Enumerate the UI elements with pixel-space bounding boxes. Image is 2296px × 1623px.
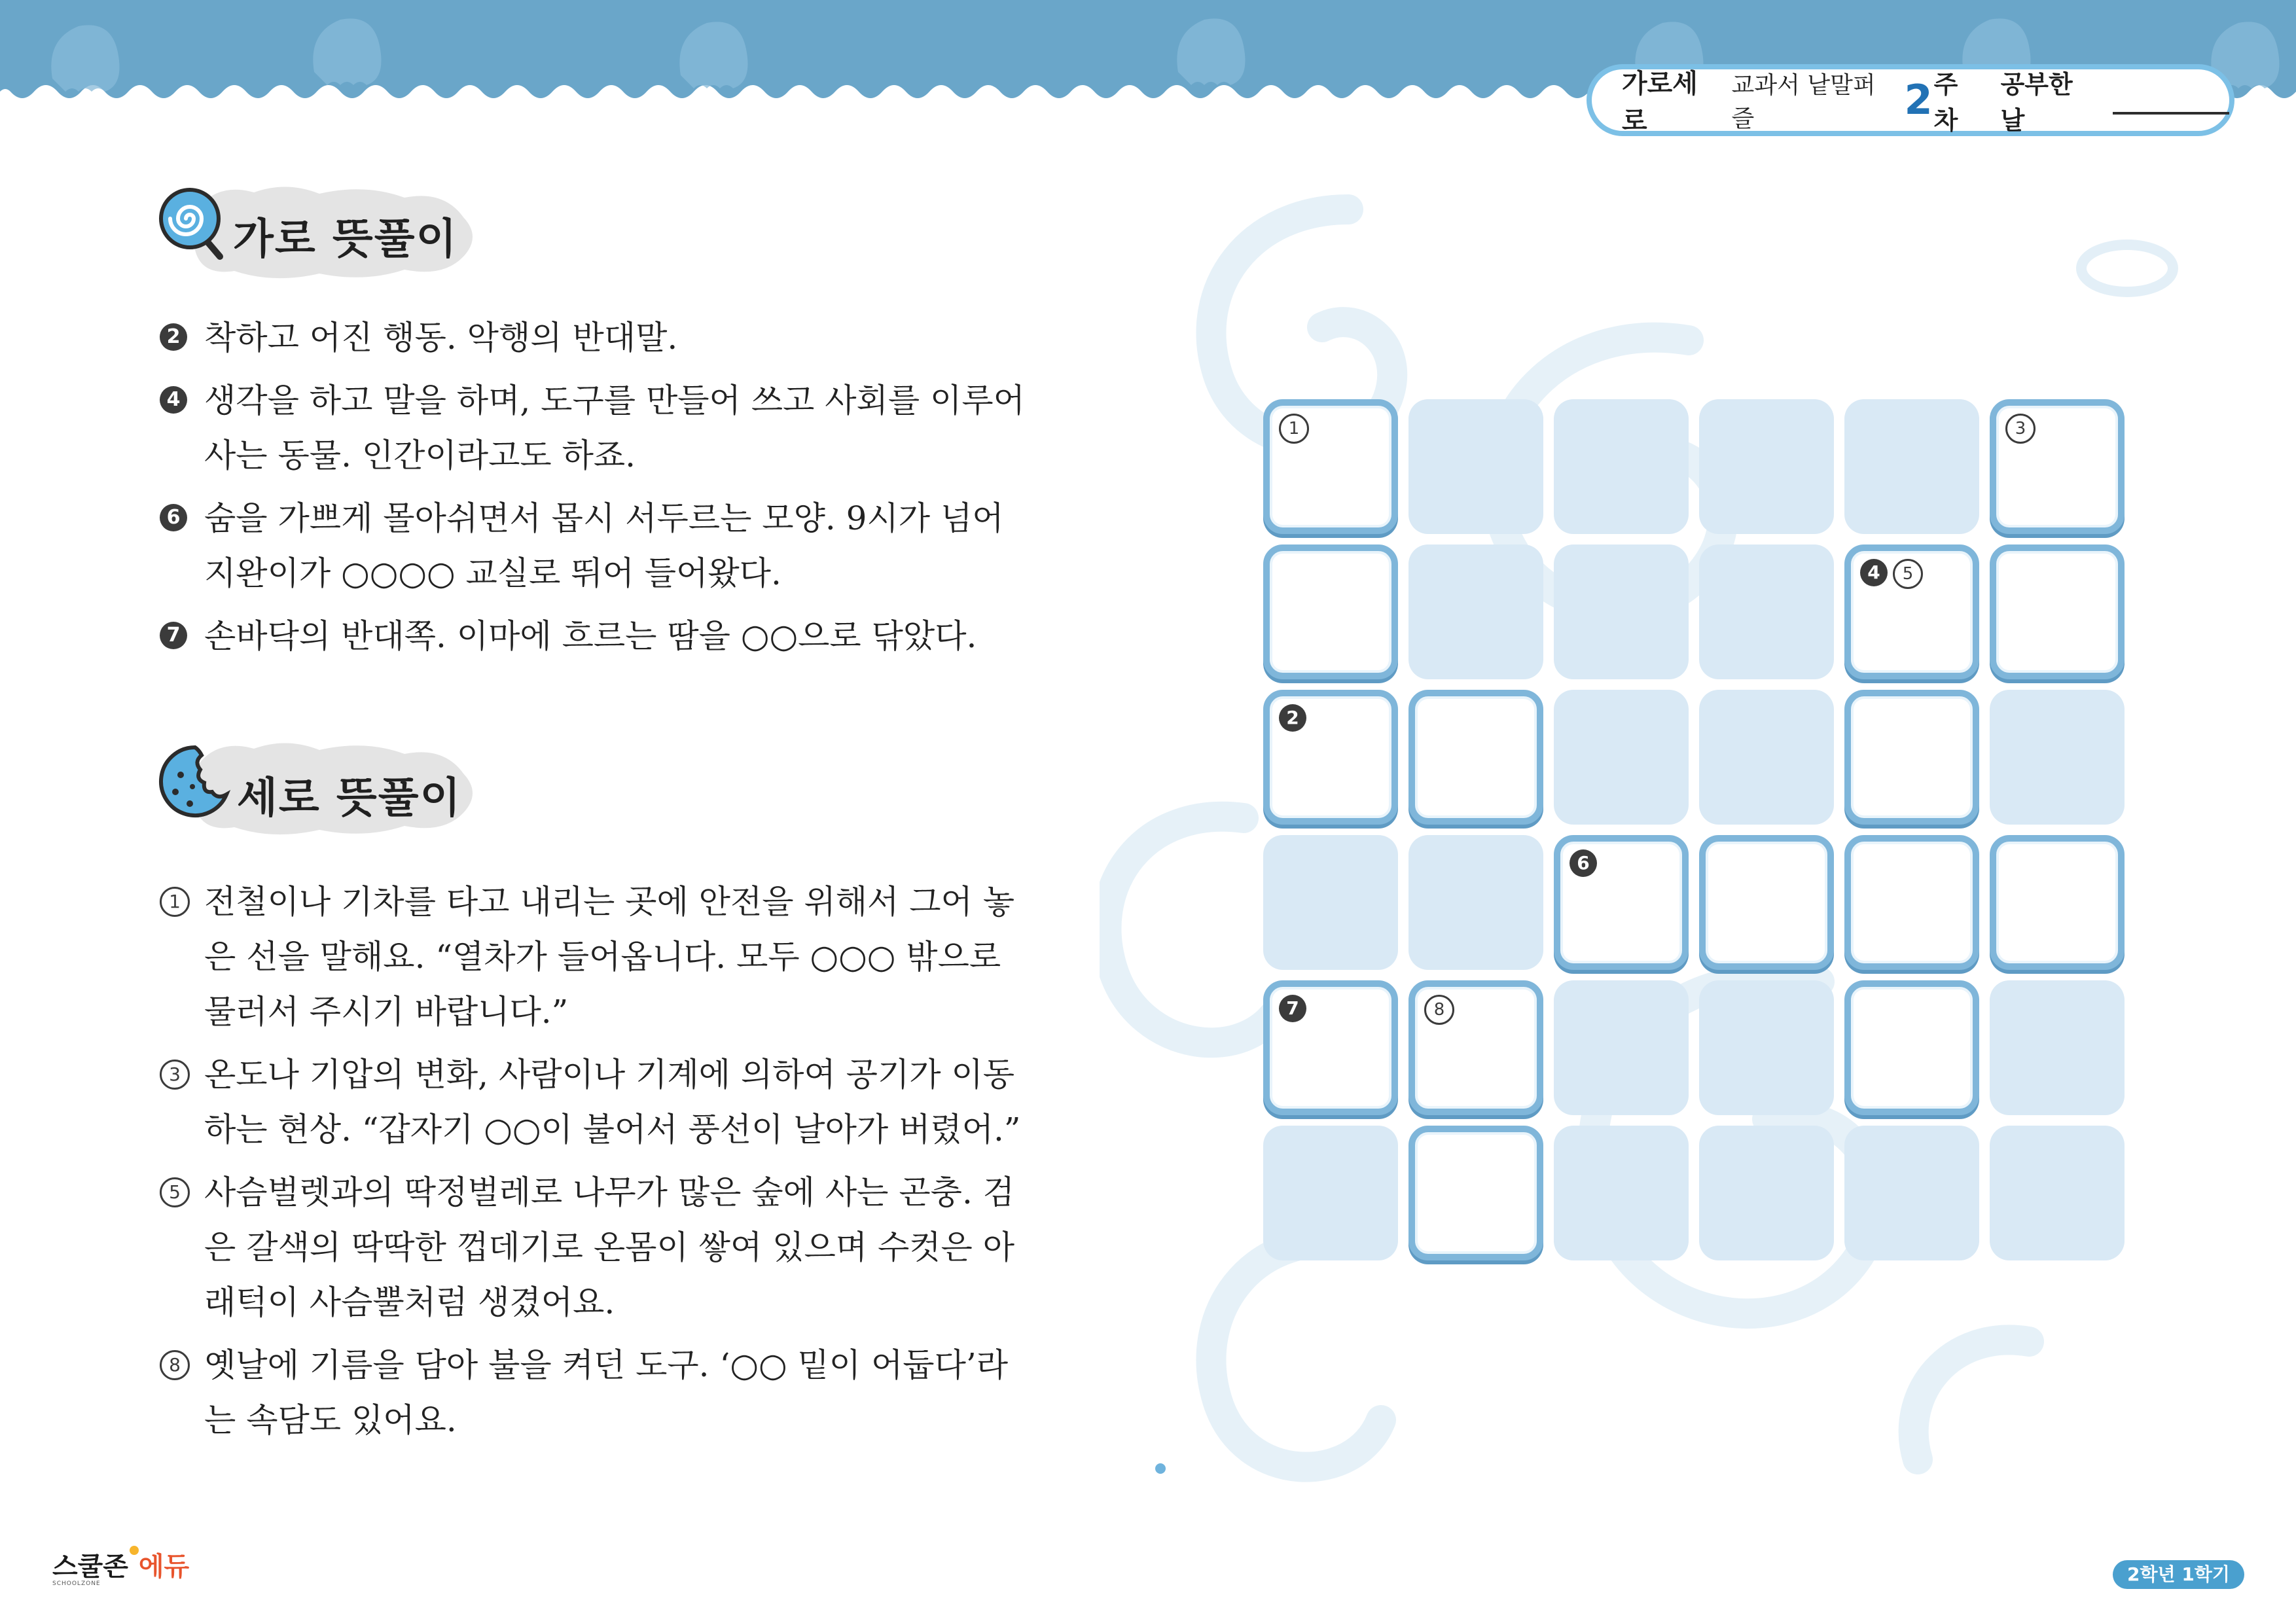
across-clue-item bbox=[160, 310, 1037, 365]
cell-number: 6 bbox=[1570, 849, 1597, 877]
crossword-blank-cell bbox=[1990, 1126, 2125, 1260]
across-clue-item bbox=[160, 491, 1037, 601]
cookie-icon bbox=[156, 741, 234, 826]
semester-badge: 2학년 1학기 bbox=[2113, 1560, 2244, 1589]
crossword-blank-cell bbox=[1699, 980, 1834, 1115]
down-clue-text: 전철이나 기차를 타고 내리는 곳에 안전을 위해서 그어 놓은 선을 말해요. “열차가 들어옵니다. 모두 ○○○ 밖으로 물러서 주시기 바랍니다.” bbox=[204, 883, 1015, 1031]
across-clue-text: 숨을 가쁘게 몰아쉬면서 몹시 서두르는 모양. 9시가 넘어 지완이가 ○○○○ 교실로 뛰어 들어왔다. bbox=[204, 499, 1004, 592]
down-clue-item bbox=[160, 1165, 1037, 1330]
logo-accent: 에듀 bbox=[138, 1552, 190, 1582]
across-clue-text: 생각을 하고 말을 하며, 도구를 만들어 쓰고 사회를 이루어 사는 동물. 인간이라고도 하죠. bbox=[204, 382, 1025, 474]
down-clue-item bbox=[160, 1047, 1037, 1157]
down-clue-text: 온도나 기압의 변화, 사람이나 기계에 의하여 공기가 이동하는 현상. “갑자기 ○○이 불어서 풍선이 날아가 버렸어.” bbox=[204, 1056, 1021, 1149]
page-center-dot bbox=[1155, 1463, 1166, 1474]
crossword-cell[interactable] bbox=[1408, 690, 1543, 825]
logo-sub: SCHOOLZONE bbox=[52, 1580, 101, 1587]
crossword-blank-cell bbox=[1554, 399, 1689, 534]
across-clue-item bbox=[160, 373, 1037, 483]
crossword-blank-cell bbox=[1554, 1126, 1689, 1260]
across-clue-item bbox=[160, 609, 1037, 664]
down-clue-number: 1 bbox=[160, 887, 190, 917]
cell-number: 8 bbox=[1424, 995, 1454, 1025]
workbook-title-pill bbox=[1587, 64, 2234, 136]
crossword-blank-cell bbox=[1699, 544, 1834, 679]
down-clue-number: 5 bbox=[160, 1177, 190, 1207]
down-clue-text: 옛날에 기름을 담아 불을 켜던 도구. ‘○○ 밑이 어둡다’라는 속담도 있어요. bbox=[204, 1346, 1009, 1439]
cell-number: 3 bbox=[2005, 414, 2036, 444]
crossword-blank-cell bbox=[1408, 835, 1543, 970]
crossword-cell[interactable] bbox=[1408, 1126, 1543, 1260]
down-header bbox=[156, 734, 483, 844]
lollipop-icon bbox=[157, 185, 229, 263]
crossword-cell[interactable] bbox=[1844, 835, 1979, 970]
week-suffix: 주차 bbox=[1933, 70, 1958, 135]
crossword-blank-cell bbox=[1990, 690, 2125, 825]
crossword-cell[interactable] bbox=[1408, 980, 1543, 1115]
down-title: 세로 뜻풀이 bbox=[237, 774, 462, 823]
crossword-cell[interactable] bbox=[1844, 690, 1979, 825]
crossword-cell[interactable] bbox=[1699, 835, 1834, 970]
crossword-blank-cell bbox=[1408, 399, 1543, 534]
down-clue-number: 8 bbox=[160, 1350, 190, 1380]
across-header bbox=[156, 178, 483, 288]
across-clue-text: 손바닥의 반대쪽. 이마에 흐르는 땀을 ○○으로 닦았다. bbox=[204, 617, 977, 655]
cell-number: 2 bbox=[1279, 704, 1306, 732]
across-clue-list bbox=[160, 310, 1037, 671]
study-date-label: 공부한 날 bbox=[2000, 70, 2073, 135]
study-date-blank[interactable] bbox=[2113, 112, 2229, 115]
crossword-cell[interactable] bbox=[1844, 544, 1979, 679]
cell-number: 7 bbox=[1279, 995, 1306, 1022]
down-clue-number: 3 bbox=[160, 1060, 190, 1090]
crossword-blank-cell bbox=[1990, 980, 2125, 1115]
crossword-blank-cell bbox=[1554, 544, 1689, 679]
crossword-cell[interactable] bbox=[1554, 835, 1689, 970]
across-clue-text: 착하고 어진 행동. 악행의 반대말. bbox=[204, 319, 678, 357]
across-clue-number: 2 bbox=[160, 323, 187, 351]
logo-sun-icon bbox=[130, 1546, 139, 1555]
down-clue-item bbox=[160, 1338, 1037, 1448]
crossword-cell[interactable] bbox=[1990, 544, 2125, 679]
down-clue-list bbox=[160, 874, 1037, 1455]
crossword-blank-cell bbox=[1554, 690, 1689, 825]
crossword-blank-cell bbox=[1699, 399, 1834, 534]
week-number: 2 bbox=[1904, 76, 1933, 124]
publisher-logo bbox=[52, 1546, 189, 1587]
brand-label: 가로세로 bbox=[1622, 69, 1698, 136]
crossword-blank-cell bbox=[1263, 1126, 1398, 1260]
logo-main: 스쿨존 bbox=[52, 1552, 128, 1582]
crossword-blank-cell bbox=[1554, 980, 1689, 1115]
cell-number: 5 bbox=[1893, 559, 1923, 589]
crossword-blank-cell bbox=[1408, 544, 1543, 679]
crossword-blank-cell bbox=[1263, 835, 1398, 970]
crossword-blank-cell bbox=[1699, 1126, 1834, 1260]
across-clue-number: 7 bbox=[160, 622, 187, 649]
crossword-blank-cell bbox=[1844, 1126, 1979, 1260]
crossword-cell[interactable] bbox=[1263, 544, 1398, 679]
crossword-cell[interactable] bbox=[1844, 980, 1979, 1115]
across-clue-number: 6 bbox=[160, 504, 187, 531]
crossword-cell[interactable] bbox=[1263, 980, 1398, 1115]
across-title: 가로 뜻풀이 bbox=[233, 215, 458, 264]
crossword-grid bbox=[1263, 399, 2134, 1270]
series-label: 교과서 낱말퍼즐 bbox=[1731, 72, 1876, 132]
down-clue-text: 사슴벌렛과의 딱정벌레로 나무가 많은 숲에 사는 곤충. 검은 갈색의 딱딱한 껍데기로 온몸이 쌓여 있으며 수컷은 아래턱이 사슴뿔처럼 생겼어요. bbox=[204, 1173, 1015, 1321]
crossword-blank-cell bbox=[1844, 399, 1979, 534]
across-clue-number: 4 bbox=[160, 386, 187, 414]
down-clue-item bbox=[160, 874, 1037, 1039]
crossword-cell[interactable] bbox=[1990, 399, 2125, 534]
crossword-cell[interactable] bbox=[1263, 690, 1398, 825]
crossword-blank-cell bbox=[1699, 690, 1834, 825]
cell-number: 4 bbox=[1860, 559, 1888, 586]
crossword-cell[interactable] bbox=[1990, 835, 2125, 970]
crossword-cell[interactable] bbox=[1263, 399, 1398, 534]
cell-number: 1 bbox=[1279, 414, 1309, 444]
